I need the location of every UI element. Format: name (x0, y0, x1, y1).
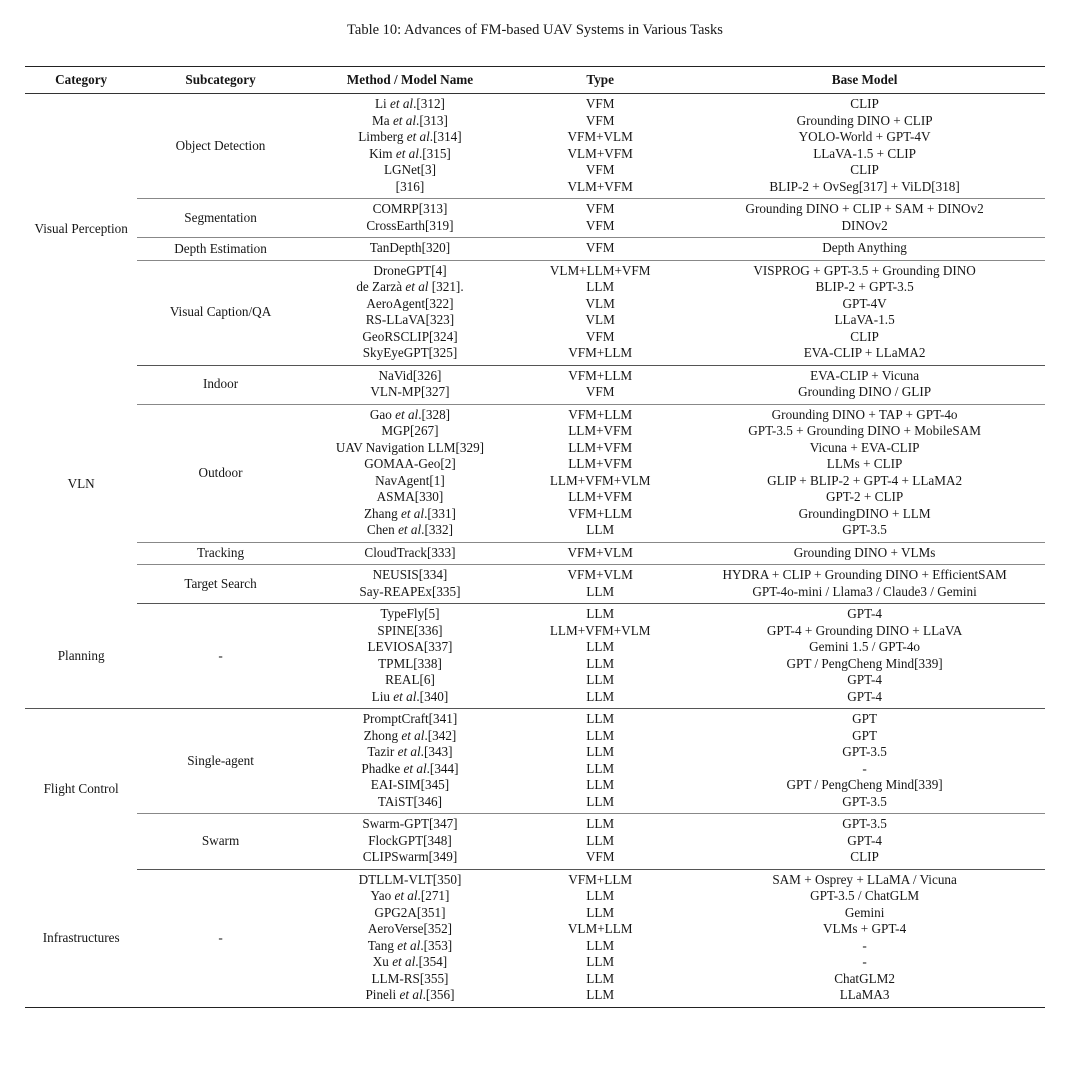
type-entry: VFM (585, 201, 615, 216)
base-model-entry: GPT-3.5 (842, 816, 887, 831)
method-cell (304, 869, 516, 1007)
type-entry: LLM (586, 904, 615, 920)
base-model-entry: LLaMA3 (839, 987, 890, 1002)
type-entry: LLM (586, 937, 615, 953)
type-entry: LLM (586, 832, 615, 848)
method-cell (304, 94, 516, 199)
type-cell (516, 238, 684, 261)
base-model-entry: ChatGLM2 (834, 970, 895, 986)
method-entry: Pineli et al.[356] (365, 987, 455, 1002)
method-entry: TAiST[346] (377, 793, 443, 809)
method-entry: Zhang et al.[331] (363, 505, 456, 521)
base-model-entry: GPT / PengCheng Mind[339] (786, 655, 943, 671)
base-model-entry: SAM + Osprey + LLaMA / Vicuna (772, 871, 957, 887)
method-entry: AeroAgent[322] (366, 295, 454, 311)
table-row (25, 565, 1045, 604)
method-entry: AeroVerse[352] (367, 921, 453, 936)
base-model-entry: GPT-4 (847, 688, 882, 704)
base-model-entry: GPT-3.5 (842, 744, 887, 759)
header-method: Method / Model Name (304, 67, 516, 94)
type-entry: LLM (586, 760, 615, 776)
type-entry: LLM (586, 688, 615, 704)
header-base-model: Base Model (684, 67, 1045, 94)
base-model-entry: CLIP (850, 849, 879, 864)
method-entry: Tang et al.[353] (367, 937, 453, 953)
base-model-cell (684, 869, 1045, 1007)
category-cell: Visual Perception (34, 221, 128, 237)
type-cell (516, 199, 684, 238)
method-cell (304, 542, 516, 565)
base-model-entry: CLIP (850, 328, 879, 344)
base-model-entry: GPT-4 (847, 832, 882, 848)
method-entry: DTLLM-VLT[350] (358, 871, 462, 887)
table-row (25, 260, 1045, 365)
method-entry: GOMAA-Geo[2] (364, 456, 456, 471)
base-model-entry: GPT-4 + Grounding DINO + LLaVA (766, 622, 963, 638)
type-entry: LLM (586, 744, 615, 759)
method-cell (304, 260, 516, 365)
category-cell: Planning (25, 604, 137, 709)
method-entry: de Zarzà et al [321]. (356, 279, 464, 294)
base-model-entry: Grounding DINO + CLIP + SAM + DINOv2 (745, 201, 984, 216)
type-cell (516, 565, 684, 604)
subcategory-cell: Indoor (137, 365, 303, 404)
base-model-entry: Grounding DINO + CLIP (796, 112, 933, 128)
method-entry: CloudTrack[333] (364, 544, 456, 560)
method-cell (304, 709, 516, 814)
method-entry: Li et al.[312] (374, 96, 445, 111)
base-model-entry: HYDRA + CLIP + Grounding DINO + EfficientSAM (722, 567, 1007, 582)
type-entry: LLM (586, 655, 615, 671)
type-cell (516, 94, 684, 199)
type-entry: LLM (586, 954, 615, 969)
subcategory-cell: - (137, 604, 303, 709)
method-entry: COMRP[313] (372, 201, 448, 216)
subcategory-cell: Single-agent (137, 709, 303, 814)
base-model-cell (684, 260, 1045, 365)
type-entry: LLM (586, 639, 615, 654)
type-cell (516, 869, 684, 1007)
method-entry: [316] (395, 178, 425, 194)
base-model-entry: CLIP (850, 96, 879, 111)
base-model-cell (684, 565, 1045, 604)
method-cell (304, 814, 516, 870)
base-model-entry: YOLO-World + GPT-4V (798, 129, 931, 144)
base-model-entry: GPT (852, 727, 878, 743)
method-entry: SkyEyeGPT[325] (362, 345, 458, 360)
method-cell (304, 199, 516, 238)
base-model-entry: GPT-4V (842, 295, 887, 311)
method-entry: ASMA[330] (376, 489, 444, 504)
method-cell (304, 604, 516, 709)
base-model-entry: BLIP-2 + OvSeg[317] + ViLD[318] (769, 178, 960, 194)
base-model-entry: GPT / PengCheng Mind[339] (786, 777, 943, 792)
type-cell (516, 814, 684, 870)
method-cell (304, 238, 516, 261)
base-model-entry: GPT-4 (847, 606, 882, 621)
base-model-entry: Grounding DINO / GLIP (798, 384, 932, 399)
type-cell (516, 365, 684, 404)
type-entry: VFM (585, 96, 615, 111)
type-entry: VLM+LLM+VFM (549, 262, 651, 278)
method-cell (304, 404, 516, 542)
category-cell: VLN (67, 476, 95, 491)
type-entry: LLM+VFM+VLM (549, 622, 651, 638)
base-model-cell (684, 365, 1045, 404)
header-category: Category (25, 67, 137, 94)
method-entry: NavAgent[1] (375, 472, 445, 488)
type-cell (516, 709, 684, 814)
base-model-entry: - (862, 937, 867, 953)
method-entry: TanDepth[320] (369, 240, 451, 255)
table-caption: Table 10: Advances of FM-based UAV Systems in Various Tasks (347, 22, 723, 38)
method-entry: NEUSIS[334] (372, 567, 448, 582)
subcategory-cell: Object Detection (137, 94, 303, 199)
type-entry: VLM+LLM (567, 921, 633, 936)
table-row (25, 709, 1045, 814)
type-cell (516, 404, 684, 542)
base-model-cell (684, 709, 1045, 814)
type-entry: LLM (586, 816, 615, 831)
subcategory-cell: Depth Estimation (137, 238, 303, 261)
method-entry: VLN-MP[327] (370, 384, 450, 399)
table-row (25, 404, 1045, 542)
method-entry: GPG2A[351] (374, 904, 446, 920)
type-entry: VFM (585, 217, 615, 233)
type-entry: VFM (585, 384, 615, 399)
base-model-entry: VLMs + GPT-4 (823, 921, 907, 936)
type-entry: LLM (586, 279, 615, 294)
method-entry: REAL[6] (385, 672, 435, 687)
base-model-entry: LLMs + CLIP (826, 456, 903, 471)
type-entry: VFM (585, 849, 615, 864)
method-entry: Kim et al.[315] (369, 145, 451, 161)
method-entry: CrossEarth[319] (366, 217, 454, 233)
method-entry: SPINE[336] (377, 622, 443, 638)
method-cell (304, 365, 516, 404)
fm-uav-table (25, 66, 1045, 1008)
method-cell (304, 565, 516, 604)
base-model-cell (684, 94, 1045, 199)
type-entry: LLM (586, 970, 615, 986)
type-entry: VFM+LLM (568, 871, 633, 887)
type-entry: LLM (586, 727, 615, 743)
base-model-entry: Grounding DINO + TAP + GPT-4o (771, 406, 958, 422)
type-cell (516, 542, 684, 565)
base-model-entry: - (862, 760, 867, 776)
base-model-entry: Grounding DINO + VLMs (793, 544, 936, 560)
type-entry: LLM+VFM (568, 456, 633, 471)
type-entry: LLM+VFM (568, 489, 633, 504)
base-model-cell (684, 814, 1045, 870)
method-entry: EAI-SIM[345] (370, 777, 450, 792)
type-entry: VFM (585, 328, 615, 344)
type-entry: VLM+VFM (567, 145, 633, 161)
base-model-entry: GPT-3.5 (842, 522, 887, 537)
type-cell (516, 260, 684, 365)
type-entry: VLM (585, 312, 615, 327)
type-entry: VFM+LLM (568, 367, 633, 383)
type-cell (516, 604, 684, 709)
type-entry: VLM (585, 295, 615, 311)
method-entry: Say-REAPEx[335] (359, 583, 461, 599)
base-model-entry: Gemini (844, 904, 885, 920)
method-entry: DroneGPT[4] (373, 262, 447, 278)
method-entry: Zhong et al.[342] (363, 727, 457, 743)
table-row (25, 238, 1045, 261)
category-cell: Infrastructures (25, 869, 137, 1007)
method-entry: Liu et al.[340] (371, 688, 449, 704)
type-entry: LLM (586, 888, 615, 903)
method-entry: LEVIOSA[337] (367, 639, 453, 654)
table-body (25, 94, 1045, 1008)
base-model-entry: EVA-CLIP + Vicuna (810, 367, 920, 383)
base-model-cell (684, 199, 1045, 238)
base-model-entry: GPT-4o-mini / Llama3 / Claude3 / Gemini (752, 583, 977, 599)
base-model-entry: GPT-3.5 (842, 793, 887, 809)
method-entry: Swarm-GPT[347] (362, 816, 458, 831)
type-entry: LLM+VFM+VLM (549, 472, 651, 488)
subcategory-cell: Swarm (137, 814, 303, 870)
base-model-entry: GLIP + BLIP-2 + GPT-4 + LLaMA2 (767, 472, 963, 488)
method-entry: Phadke et al.[344] (361, 760, 459, 776)
type-entry: LLM (586, 606, 615, 621)
table-row (25, 869, 1045, 1007)
base-model-entry: Gemini 1.5 / GPT-4o (809, 639, 921, 654)
method-entry: TypeFly[5] (380, 606, 440, 621)
subcategory-cell: Segmentation (137, 199, 303, 238)
base-model-entry: Depth Anything (822, 240, 907, 255)
type-entry: VLM+VFM (567, 178, 633, 194)
base-model-entry: VISPROG + GPT-3.5 + Grounding DINO (753, 262, 976, 278)
type-entry: VFM+VLM (567, 567, 633, 582)
base-model-entry: GPT-2 + CLIP (825, 489, 904, 504)
base-model-cell (684, 542, 1045, 565)
type-entry: LLM (586, 583, 615, 599)
subcategory-cell: Visual Caption/QA (137, 260, 303, 365)
method-entry: MGP[267] (381, 423, 439, 438)
base-model-entry: LLaVA-1.5 (834, 312, 895, 327)
method-entry: Gao et al.[328] (369, 406, 451, 422)
table-row (25, 542, 1045, 565)
table-row (25, 94, 1045, 199)
method-entry: Limberg et al.[314] (358, 129, 462, 144)
type-entry: LLM+VFM (568, 423, 633, 438)
method-entry: NaVid[326] (378, 367, 442, 383)
method-entry: Xu et al.[354] (372, 954, 448, 969)
table-row (25, 604, 1045, 709)
method-entry: CLIPSwarm[349] (362, 849, 458, 864)
type-entry: LLM (586, 672, 615, 687)
type-entry: VFM+LLM (568, 505, 633, 521)
type-entry: LLM (586, 777, 615, 792)
subcategory-cell: Target Search (137, 565, 303, 604)
header-subcategory: Subcategory (137, 67, 303, 94)
base-model-entry: GPT (852, 711, 878, 726)
type-entry: VFM (585, 162, 615, 177)
type-entry: VFM (585, 240, 615, 255)
base-model-cell (684, 604, 1045, 709)
base-model-entry: - (862, 954, 867, 969)
type-entry: VFM+VLM (567, 129, 633, 144)
method-entry: Chen et al.[332] (366, 522, 454, 537)
type-entry: VFM+LLM (568, 406, 633, 422)
method-entry: TPML[338] (378, 655, 442, 671)
method-entry: FlockGPT[348] (368, 832, 452, 848)
category-cell: Flight Control (43, 780, 119, 796)
table-row (25, 365, 1045, 404)
type-entry: LLM (586, 711, 615, 726)
base-model-entry: Vicuna + EVA-CLIP (809, 439, 920, 455)
base-model-cell (684, 404, 1045, 542)
table-row (25, 199, 1045, 238)
base-model-entry: GPT-3.5 / ChatGLM (810, 888, 920, 903)
type-entry: LLM (586, 793, 615, 809)
base-model-cell (684, 238, 1045, 261)
table-row (25, 814, 1045, 870)
method-entry: Tazir et al.[343] (367, 744, 453, 759)
base-model-entry: DINOv2 (841, 217, 888, 233)
base-model-entry: GPT-4 (847, 672, 882, 687)
header-type: Type (516, 67, 684, 94)
base-model-entry: GPT-3.5 + Grounding DINO + MobileSAM (748, 423, 981, 438)
base-model-entry: EVA-CLIP + LLaMA2 (803, 345, 926, 360)
method-entry: PromptCraft[341] (362, 711, 458, 726)
subcategory-cell: - (137, 869, 303, 1007)
type-entry: LLM+VFM (568, 439, 633, 455)
method-entry: Yao et al.[271] (370, 888, 450, 903)
method-entry: RS-LLaVA[323] (365, 312, 455, 327)
method-entry: LLM-RS[355] (371, 970, 449, 986)
subcategory-cell: Tracking (137, 542, 303, 565)
method-entry: GeoRSCLIP[324] (362, 328, 458, 344)
type-entry: VFM+LLM (568, 345, 633, 360)
type-entry: VFM+VLM (567, 544, 633, 560)
method-entry: LGNet[3] (383, 162, 436, 177)
base-model-entry: CLIP (850, 162, 879, 177)
type-entry: LLM (586, 987, 615, 1002)
method-entry: UAV Navigation LLM[329] (335, 439, 485, 455)
subcategory-cell: Outdoor (137, 404, 303, 542)
method-entry: Ma et al.[313] (372, 112, 448, 128)
type-entry: LLM (586, 522, 615, 537)
base-model-entry: LLaVA-1.5 + CLIP (813, 145, 916, 161)
base-model-entry: GroundingDINO + LLM (798, 505, 931, 521)
type-entry: VFM (585, 112, 615, 128)
header-row (25, 67, 1045, 94)
base-model-entry: BLIP-2 + GPT-3.5 (815, 279, 914, 294)
